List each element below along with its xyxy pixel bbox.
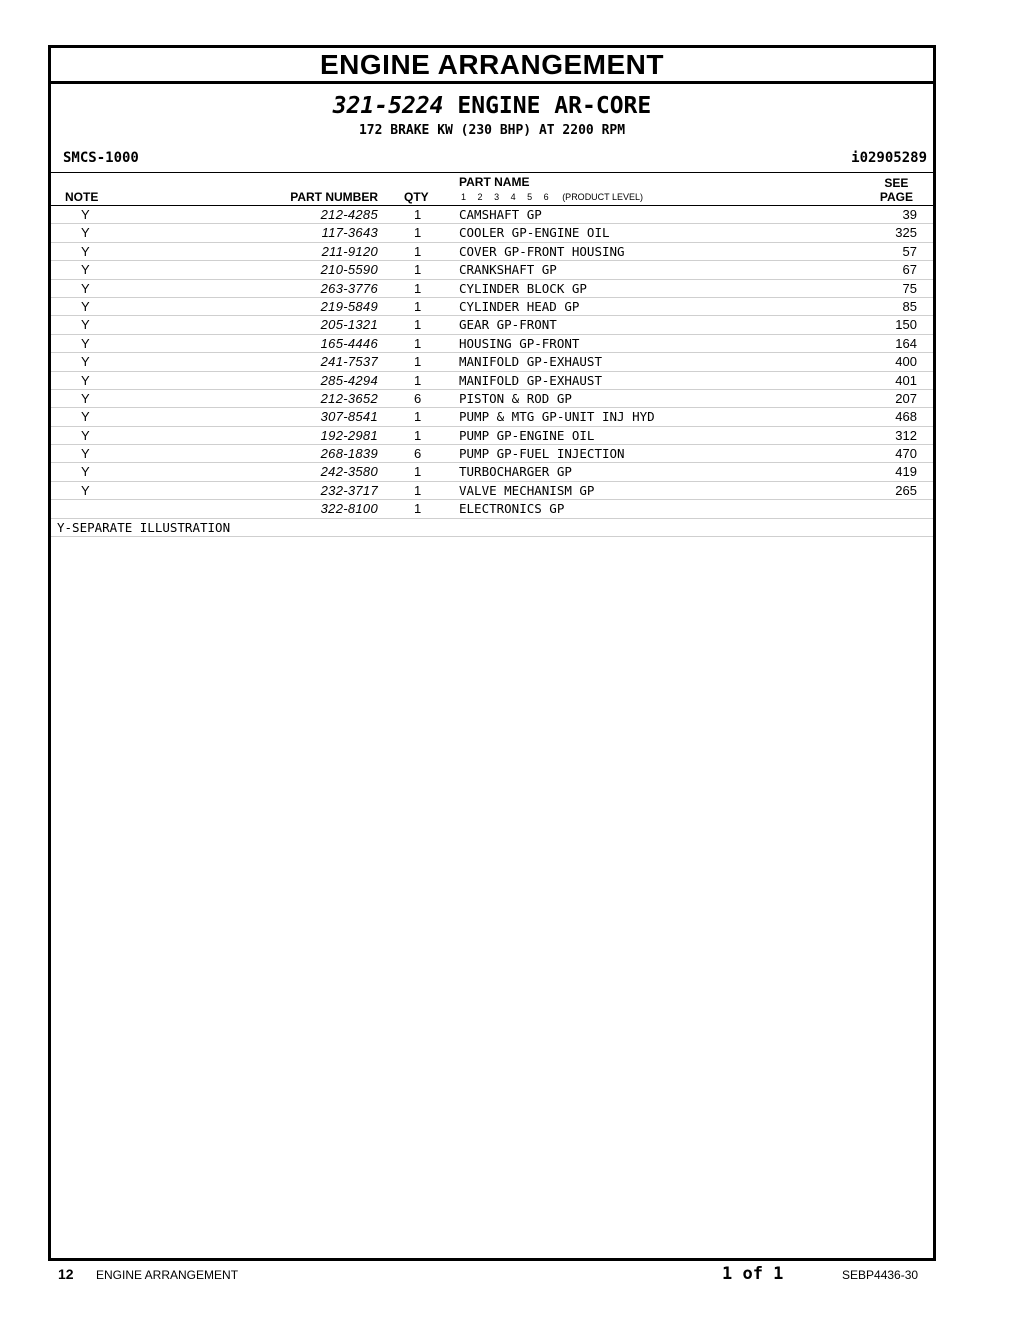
table-row: [51, 316, 933, 334]
table-row: [51, 427, 933, 445]
row-see-page: 164: [895, 335, 917, 351]
table-row: [51, 482, 933, 500]
row-part-name: COOLER GP-ENGINE OIL: [459, 225, 610, 241]
row-see-page: 312: [895, 427, 917, 443]
row-qty: 1: [414, 335, 422, 351]
row-see-page: 400: [895, 354, 917, 370]
row-part-number: 268-1839: [320, 446, 378, 462]
row-part-name: GEAR GP-FRONT: [459, 317, 557, 333]
row-part-number: 242-3580: [320, 464, 378, 480]
footer-page-count: 1 of 1: [722, 1264, 784, 1284]
row-see-page: 325: [895, 225, 917, 241]
row-part-name: PUMP & MTG GP-UNIT INJ HYD: [459, 409, 655, 425]
row-part-number: 232-3717: [320, 482, 378, 498]
row-part-name: CYLINDER BLOCK GP: [459, 280, 587, 296]
row-part-number: 211-9120: [321, 243, 378, 259]
product-level-scale: [461, 192, 652, 203]
row-see-page: 67: [902, 262, 917, 278]
footer-section: ENGINE ARRANGEMENT: [96, 1268, 239, 1282]
column-header-page: PAGE: [879, 190, 913, 204]
row-note: Y: [81, 298, 90, 314]
row-note: Y: [81, 390, 90, 406]
document-id: i02905289: [851, 150, 927, 166]
row-note: Y: [81, 354, 90, 370]
table-row: [51, 243, 933, 261]
row-see-page: 150: [895, 317, 917, 333]
row-see-page: 57: [902, 243, 917, 259]
row-qty: 1: [414, 501, 422, 517]
page-frame: [48, 45, 936, 1261]
row-qty: 1: [414, 225, 422, 241]
table-row: [51, 224, 933, 242]
legend-row: [51, 519, 933, 537]
row-see-page: 39: [902, 207, 917, 222]
row-part-number: 212-4285: [320, 207, 378, 222]
row-qty: 1: [414, 262, 422, 278]
page-footer: [0, 1262, 1020, 1292]
table-row: [51, 206, 933, 224]
row-part-number: 165-4446: [320, 335, 378, 351]
table-row: [51, 408, 933, 426]
table-row: [51, 372, 933, 390]
row-part-number: 322-8100: [320, 501, 378, 517]
row-note: Y: [81, 409, 90, 425]
row-note: Y: [81, 280, 90, 296]
column-header-qty: QTY: [404, 190, 429, 204]
row-qty: 1: [414, 280, 422, 296]
row-see-page: 85: [902, 298, 917, 314]
row-note: Y: [81, 317, 90, 333]
row-see-page: 419: [895, 464, 917, 480]
row-qty: 1: [414, 298, 422, 314]
row-part-name: PUMP GP-FUEL INJECTION: [459, 446, 625, 462]
row-note: Y: [81, 243, 90, 259]
row-part-name: COVER GP-FRONT HOUSING: [459, 243, 625, 259]
table-row: [51, 353, 933, 371]
row-part-number: 241-7537: [320, 354, 378, 370]
table-row: [51, 390, 933, 408]
row-part-name: MANIFOLD GP-EXHAUST: [459, 372, 602, 388]
header-divider-top: [51, 172, 933, 173]
product-level-5: 5: [527, 192, 533, 202]
column-header-note: NOTE: [65, 190, 99, 204]
product-level-1: 1: [461, 192, 467, 202]
table-row: [51, 261, 933, 279]
row-see-page: 207: [895, 390, 917, 406]
row-qty: 1: [414, 317, 422, 333]
row-see-page: 75: [902, 280, 917, 296]
row-part-name: CAMSHAFT GP: [459, 207, 542, 222]
row-note: Y: [81, 446, 90, 462]
row-part-name: MANIFOLD GP-EXHAUST: [459, 354, 602, 370]
row-qty: 6: [414, 446, 422, 462]
row-part-number: 205-1321: [320, 317, 378, 333]
row-note: Y: [81, 262, 90, 278]
row-part-number: 210-5590: [320, 262, 378, 278]
row-part-name: ELECTRONICS GP: [459, 501, 565, 517]
table-row: [51, 463, 933, 481]
row-part-name: VALVE MECHANISM GP: [459, 482, 595, 498]
column-header-see: SEE: [884, 176, 909, 190]
row-note: Y: [81, 464, 90, 480]
product-level-label: (PRODUCT LEVEL): [562, 192, 644, 202]
product-level-6: 6: [543, 192, 549, 202]
row-part-name: HOUSING GP-FRONT: [459, 335, 580, 351]
parts-table: [51, 206, 933, 537]
product-level-3: 3: [494, 192, 500, 202]
column-header-part-number: PART NUMBER: [290, 190, 378, 204]
footer-document-number: SEBP4436-30: [842, 1268, 919, 1282]
row-qty: 1: [414, 482, 422, 498]
footer-page-number: 12: [58, 1266, 74, 1282]
table-row: [51, 280, 933, 298]
row-part-name: PUMP GP-ENGINE OIL: [459, 427, 595, 443]
smcs-code: SMCS-1000: [63, 150, 139, 166]
product-level-2: 2: [477, 192, 483, 202]
table-row: [51, 445, 933, 463]
table-row: [51, 298, 933, 316]
row-part-name: CRANKSHAFT GP: [459, 262, 557, 278]
arrangement-subtitle: 172 BRAKE KW (230 BHP) AT 2200 RPM: [358, 123, 626, 138]
column-header-part-name: PART NAME: [459, 175, 530, 189]
row-qty: 1: [414, 354, 422, 370]
arrangement-name: ENGINE AR-CORE: [457, 93, 652, 119]
row-qty: 1: [414, 372, 422, 388]
row-qty: 1: [414, 243, 422, 259]
row-part-number: 307-8541: [320, 409, 378, 425]
row-part-name: CYLINDER HEAD GP: [459, 298, 580, 314]
row-see-page: 468: [895, 409, 917, 425]
product-level-4: 4: [510, 192, 516, 202]
row-part-number: 219-5849: [320, 298, 378, 314]
row-part-number: 285-4294: [320, 372, 378, 388]
table-row: [51, 335, 933, 353]
row-part-number: 263-3776: [320, 280, 378, 296]
legend-text: Y-SEPARATE ILLUSTRATION: [57, 519, 231, 535]
row-note: Y: [81, 207, 90, 222]
column-header-see-page: [880, 176, 913, 204]
row-qty: 1: [414, 207, 422, 222]
section-title: ENGINE ARRANGEMENT: [51, 48, 933, 84]
row-part-number: 117-3643: [321, 225, 378, 241]
row-note: Y: [81, 427, 90, 443]
row-qty: 1: [414, 464, 422, 480]
row-qty: 1: [414, 427, 422, 443]
row-part-number: 192-2981: [320, 427, 378, 443]
arrangement-title: [51, 92, 933, 120]
row-qty: 6: [414, 390, 422, 406]
row-qty: 1: [414, 409, 422, 425]
row-part-name: TURBOCHARGER GP: [459, 464, 572, 480]
row-see-page: 401: [895, 372, 917, 388]
row-note: Y: [81, 225, 90, 241]
row-see-page: 470: [895, 446, 917, 462]
row-note: Y: [81, 335, 90, 351]
arrangement-part-number: 321-5224: [332, 93, 444, 119]
row-part-number: 212-3652: [320, 390, 378, 406]
row-note: Y: [81, 372, 90, 388]
row-note: Y: [81, 482, 90, 498]
table-row: [51, 500, 933, 518]
row-see-page: 265: [895, 482, 917, 498]
row-part-name: PISTON & ROD GP: [459, 390, 572, 406]
